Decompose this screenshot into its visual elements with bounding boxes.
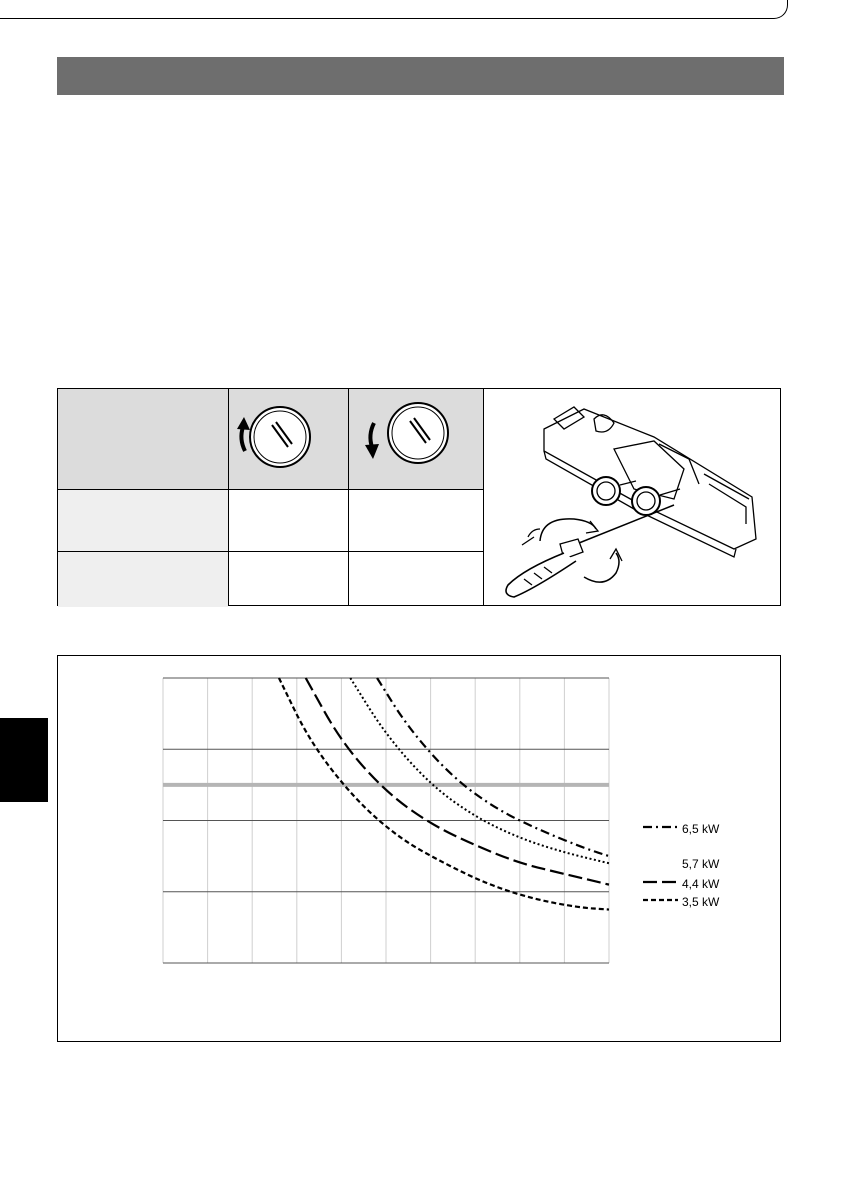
series-line-4-4-kW: [306, 678, 609, 885]
valve-screwdriver-image: [484, 389, 780, 605]
screw-turn-up-icon: [228, 389, 348, 489]
series-line-5-7-kW: [350, 678, 609, 863]
screw-turn-down-icon: [348, 389, 483, 489]
legend-label-4-4kw: 4,4 kW: [682, 877, 720, 891]
table-row-2-down-value: [348, 551, 483, 607]
table-row-2-up-value: [228, 551, 348, 607]
table-row-1-up-value: [228, 489, 348, 551]
legend-label-3-5kw: 3,5 kW: [682, 895, 720, 909]
valve-illustration: [484, 389, 780, 605]
pump-curve-chart: [58, 656, 780, 1041]
legend-label-5-7kw: 5,7 kW: [682, 857, 720, 871]
table-row-1-down-value: [348, 489, 483, 551]
settings-table: [57, 388, 781, 606]
table-header-label-cell: [58, 389, 228, 489]
table-header-down-cell: [348, 389, 483, 489]
table-header-up-cell: [228, 389, 348, 489]
section-title-bar: [57, 57, 784, 95]
chart-panel: [57, 655, 781, 1042]
chapter-side-tab: [0, 718, 48, 802]
legend-label-6-5kw: 6,5 kW: [682, 822, 720, 836]
table-row-1-label: [58, 489, 228, 551]
page-header-rule: [0, 0, 788, 19]
table-row-2-label: [58, 551, 228, 607]
series-line-6-5-kW: [377, 678, 609, 856]
